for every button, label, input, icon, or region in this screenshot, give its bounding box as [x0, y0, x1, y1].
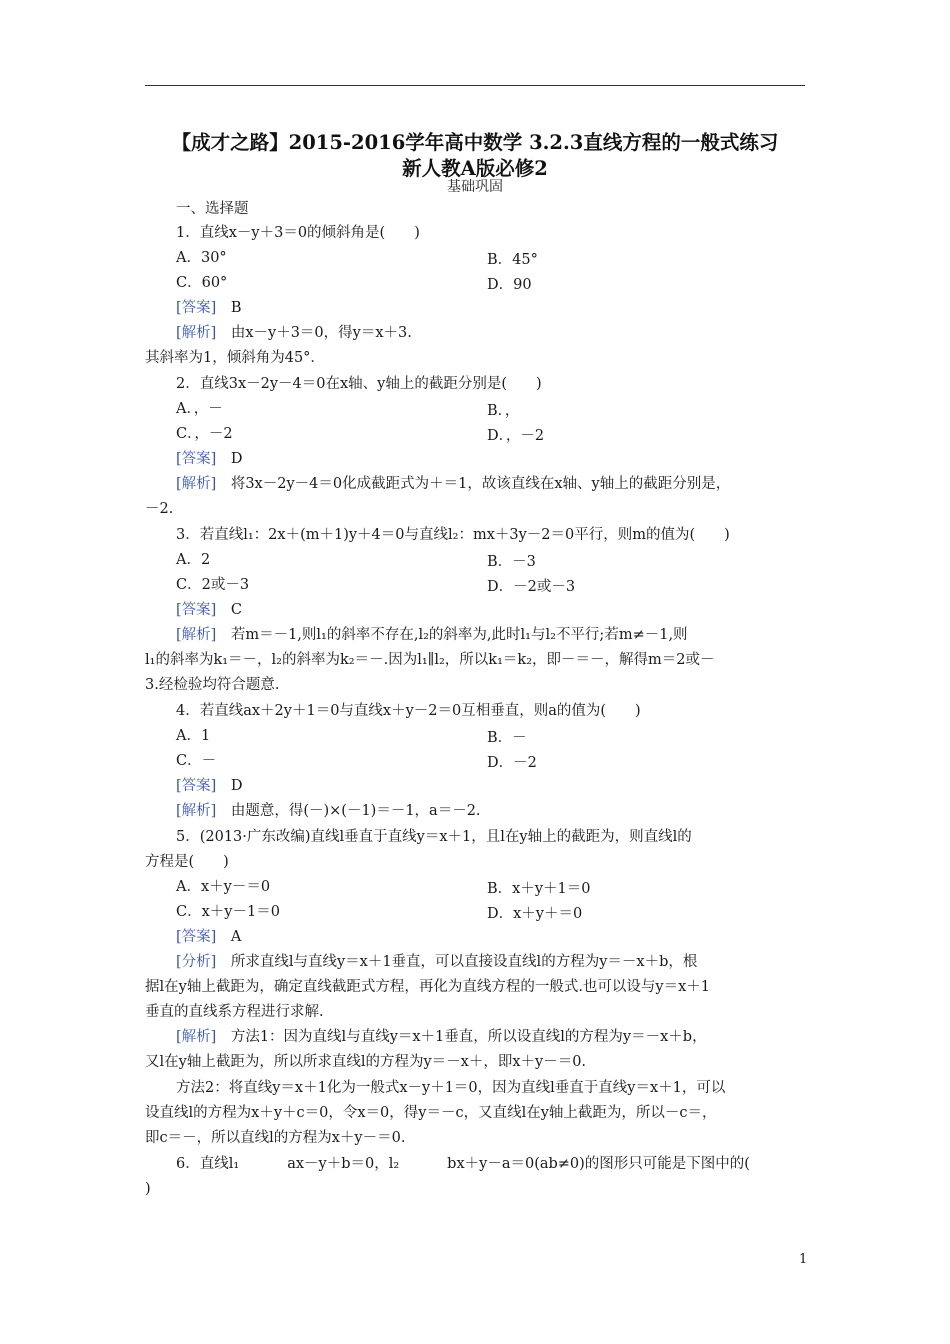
q1-analysis-line [176, 323, 412, 343]
q2-analysis-line [176, 474, 730, 494]
q6-stem-cont: ) [145, 1181, 151, 1197]
q4-option-d: D．－2 [487, 755, 537, 771]
q4-option-b: B．－ [487, 730, 527, 746]
q5-answer-line [176, 927, 241, 947]
q1-option-b: B．45° [487, 252, 538, 268]
q3-stem: 3．若直线l₁：2x＋(m＋1)y＋4＝0与直线l₂：mx＋3y－2＝0平行，则m的值为( ) [176, 527, 730, 543]
q5-analysis: 方法1：因为直线l与直线y＝x＋1垂直，所以设直线l的方程为y＝－x＋b， [230, 1029, 707, 1045]
q2-analysis-cont: －2. [145, 501, 174, 517]
answer-tag: [答案] [176, 929, 217, 945]
q5-stem-cont: 方程是( ) [145, 854, 229, 870]
q5-option-c: C．x＋y－1＝0 [176, 904, 280, 920]
page-title: 【成才之路】2015-2016学年高中数学 3.2.3直线方程的一般式练习 [171, 131, 779, 154]
analysis-tag: [解析] [176, 627, 217, 643]
q5-fenxi-cont2: 垂直的直线系方程进行求解. [145, 1004, 324, 1020]
q3-option-d: D．－2或－3 [487, 579, 576, 595]
q1-answer-line [176, 298, 241, 318]
q3-option-c: C．2或－3 [176, 577, 250, 593]
q5-method2-cont2: 即c＝－，所以直线l的方程为x＋y－＝0. [145, 1130, 406, 1146]
q3-analysis-cont: l₁的斜率为k₁＝－，l₂的斜率为k₂＝－.因为l₁∥l₂，所以k₁＝k₂，即－＝－，解得m＝2或－ [145, 652, 715, 668]
q5-method2-cont: 设直线l的方程为x＋y＋c＝0，令x＝0，得y＝－c，又直线l在y轴上截距为，所以－c＝， [145, 1105, 717, 1121]
answer-tag: [答案] [176, 451, 217, 467]
q4-analysis: 由题意，得(－)×(－1)＝－1，a＝－2. [230, 803, 481, 819]
fenxi-tag: [分析] [176, 954, 217, 970]
section-heading: 一、选择题 [176, 201, 249, 217]
q4-analysis-line [176, 801, 481, 821]
page-number: 1 [799, 1252, 808, 1267]
q2-option-c: C．，－2 [176, 426, 233, 442]
q5-analysis-line [176, 1027, 707, 1047]
q1-analysis-cont: 其斜率为1，倾斜角为45°． [145, 350, 325, 366]
q6-stem [176, 1154, 750, 1174]
answer-tag: [答案] [176, 778, 217, 794]
q2-analysis: 将3x－2y－4＝0化成截距式为＋＝1，故该直线在x轴、y轴上的截距分别是， [230, 476, 731, 492]
q3-answer: C [230, 602, 242, 618]
q3-option-a: A．2 [176, 552, 211, 568]
q4-stem: 4．若直线ax＋2y＋1＝0与直线x＋y－2＝0互相垂直，则a的值为( ) [176, 703, 641, 719]
q4-option-c: C．－ [176, 753, 217, 769]
subtitle: 基础巩固 [447, 179, 503, 195]
q5-answer: A [230, 929, 242, 945]
q5-fenxi-cont: 据l在y轴上截距为，确定直线截距式方程，再化为直线方程的一般式.也可以设与y＝x＋1 [145, 979, 711, 995]
q6-stem-part3: bx＋y－a＝0(ab≠0)的图形只可能是下图中的( [447, 1156, 750, 1172]
q6-stem-part2: ax－y＋b＝0，l₂ [287, 1156, 400, 1172]
q1-stem: 1．直线x－y＋3＝0的倾斜角是( ) [176, 225, 420, 241]
q2-option-d: D．，－2 [487, 428, 545, 444]
q5-fenxi-line [176, 952, 697, 972]
q5-option-d: D．x＋y＋＝0 [487, 906, 583, 922]
q1-analysis: 由x－y＋3＝0，得y＝x＋3. [230, 325, 412, 341]
q1-option-c: C．60° [176, 275, 228, 291]
analysis-tag: [解析] [176, 325, 217, 341]
q3-analysis: 若m＝－1,则l₁的斜率不存在,l₂的斜率为,此时l₁与l₂不平行;若m≠－1,则 [230, 627, 688, 643]
header-rule [145, 85, 805, 86]
q6-stem-part1: 6．直线l₁ [176, 1156, 240, 1172]
analysis-tag: [解析] [176, 803, 217, 819]
q5-stem: 5．(2013·广东改编)直线l垂直于直线y＝x＋1，且l在y轴上的截距为，则直线l的 [176, 829, 692, 845]
q3-analysis-line [176, 625, 688, 645]
q2-stem: 2．直线3x－2y－4＝0在x轴、y轴上的截距分别是( ) [176, 376, 542, 392]
q5-method2: 方法2：将直线y＝x＋1化为一般式x－y＋1＝0，因为直线l垂直于直线y＝x＋1，可以 [176, 1080, 726, 1096]
analysis-tag: [解析] [176, 476, 217, 492]
q2-option-b: B．， [487, 403, 520, 419]
page-title-line2: 新人教A版必修2 [402, 157, 548, 180]
q1-option-a: A．30° [176, 250, 227, 266]
q4-option-a: A．1 [176, 728, 211, 744]
q4-answer: D [230, 778, 243, 794]
q1-option-d: D．90 [487, 277, 532, 293]
q5-option-a: A．x＋y－＝0 [176, 879, 271, 895]
answer-tag: [答案] [176, 300, 217, 316]
q5-option-b: B．x＋y＋1＝0 [487, 881, 591, 897]
analysis-tag: [解析] [176, 1029, 217, 1045]
q5-analysis-cont: 又l在y轴上截距为，所以所求直线l的方程为y＝－x＋，即x＋y－＝0. [145, 1054, 587, 1070]
q2-answer: D [230, 451, 243, 467]
q3-option-b: B．－3 [487, 554, 536, 570]
q3-answer-line [176, 600, 242, 620]
q2-option-a: A．，－ [176, 401, 223, 417]
q2-answer-line [176, 449, 242, 469]
q5-fenxi: 所求直线l与直线y＝x＋1垂直，可以直接设直线l的方程为y＝－x＋b，根 [230, 954, 698, 970]
answer-tag: [答案] [176, 602, 217, 618]
q4-answer-line [176, 776, 242, 796]
q3-analysis-cont2: 3.经检验均符合题意. [145, 677, 280, 693]
q1-answer: B [230, 300, 242, 316]
